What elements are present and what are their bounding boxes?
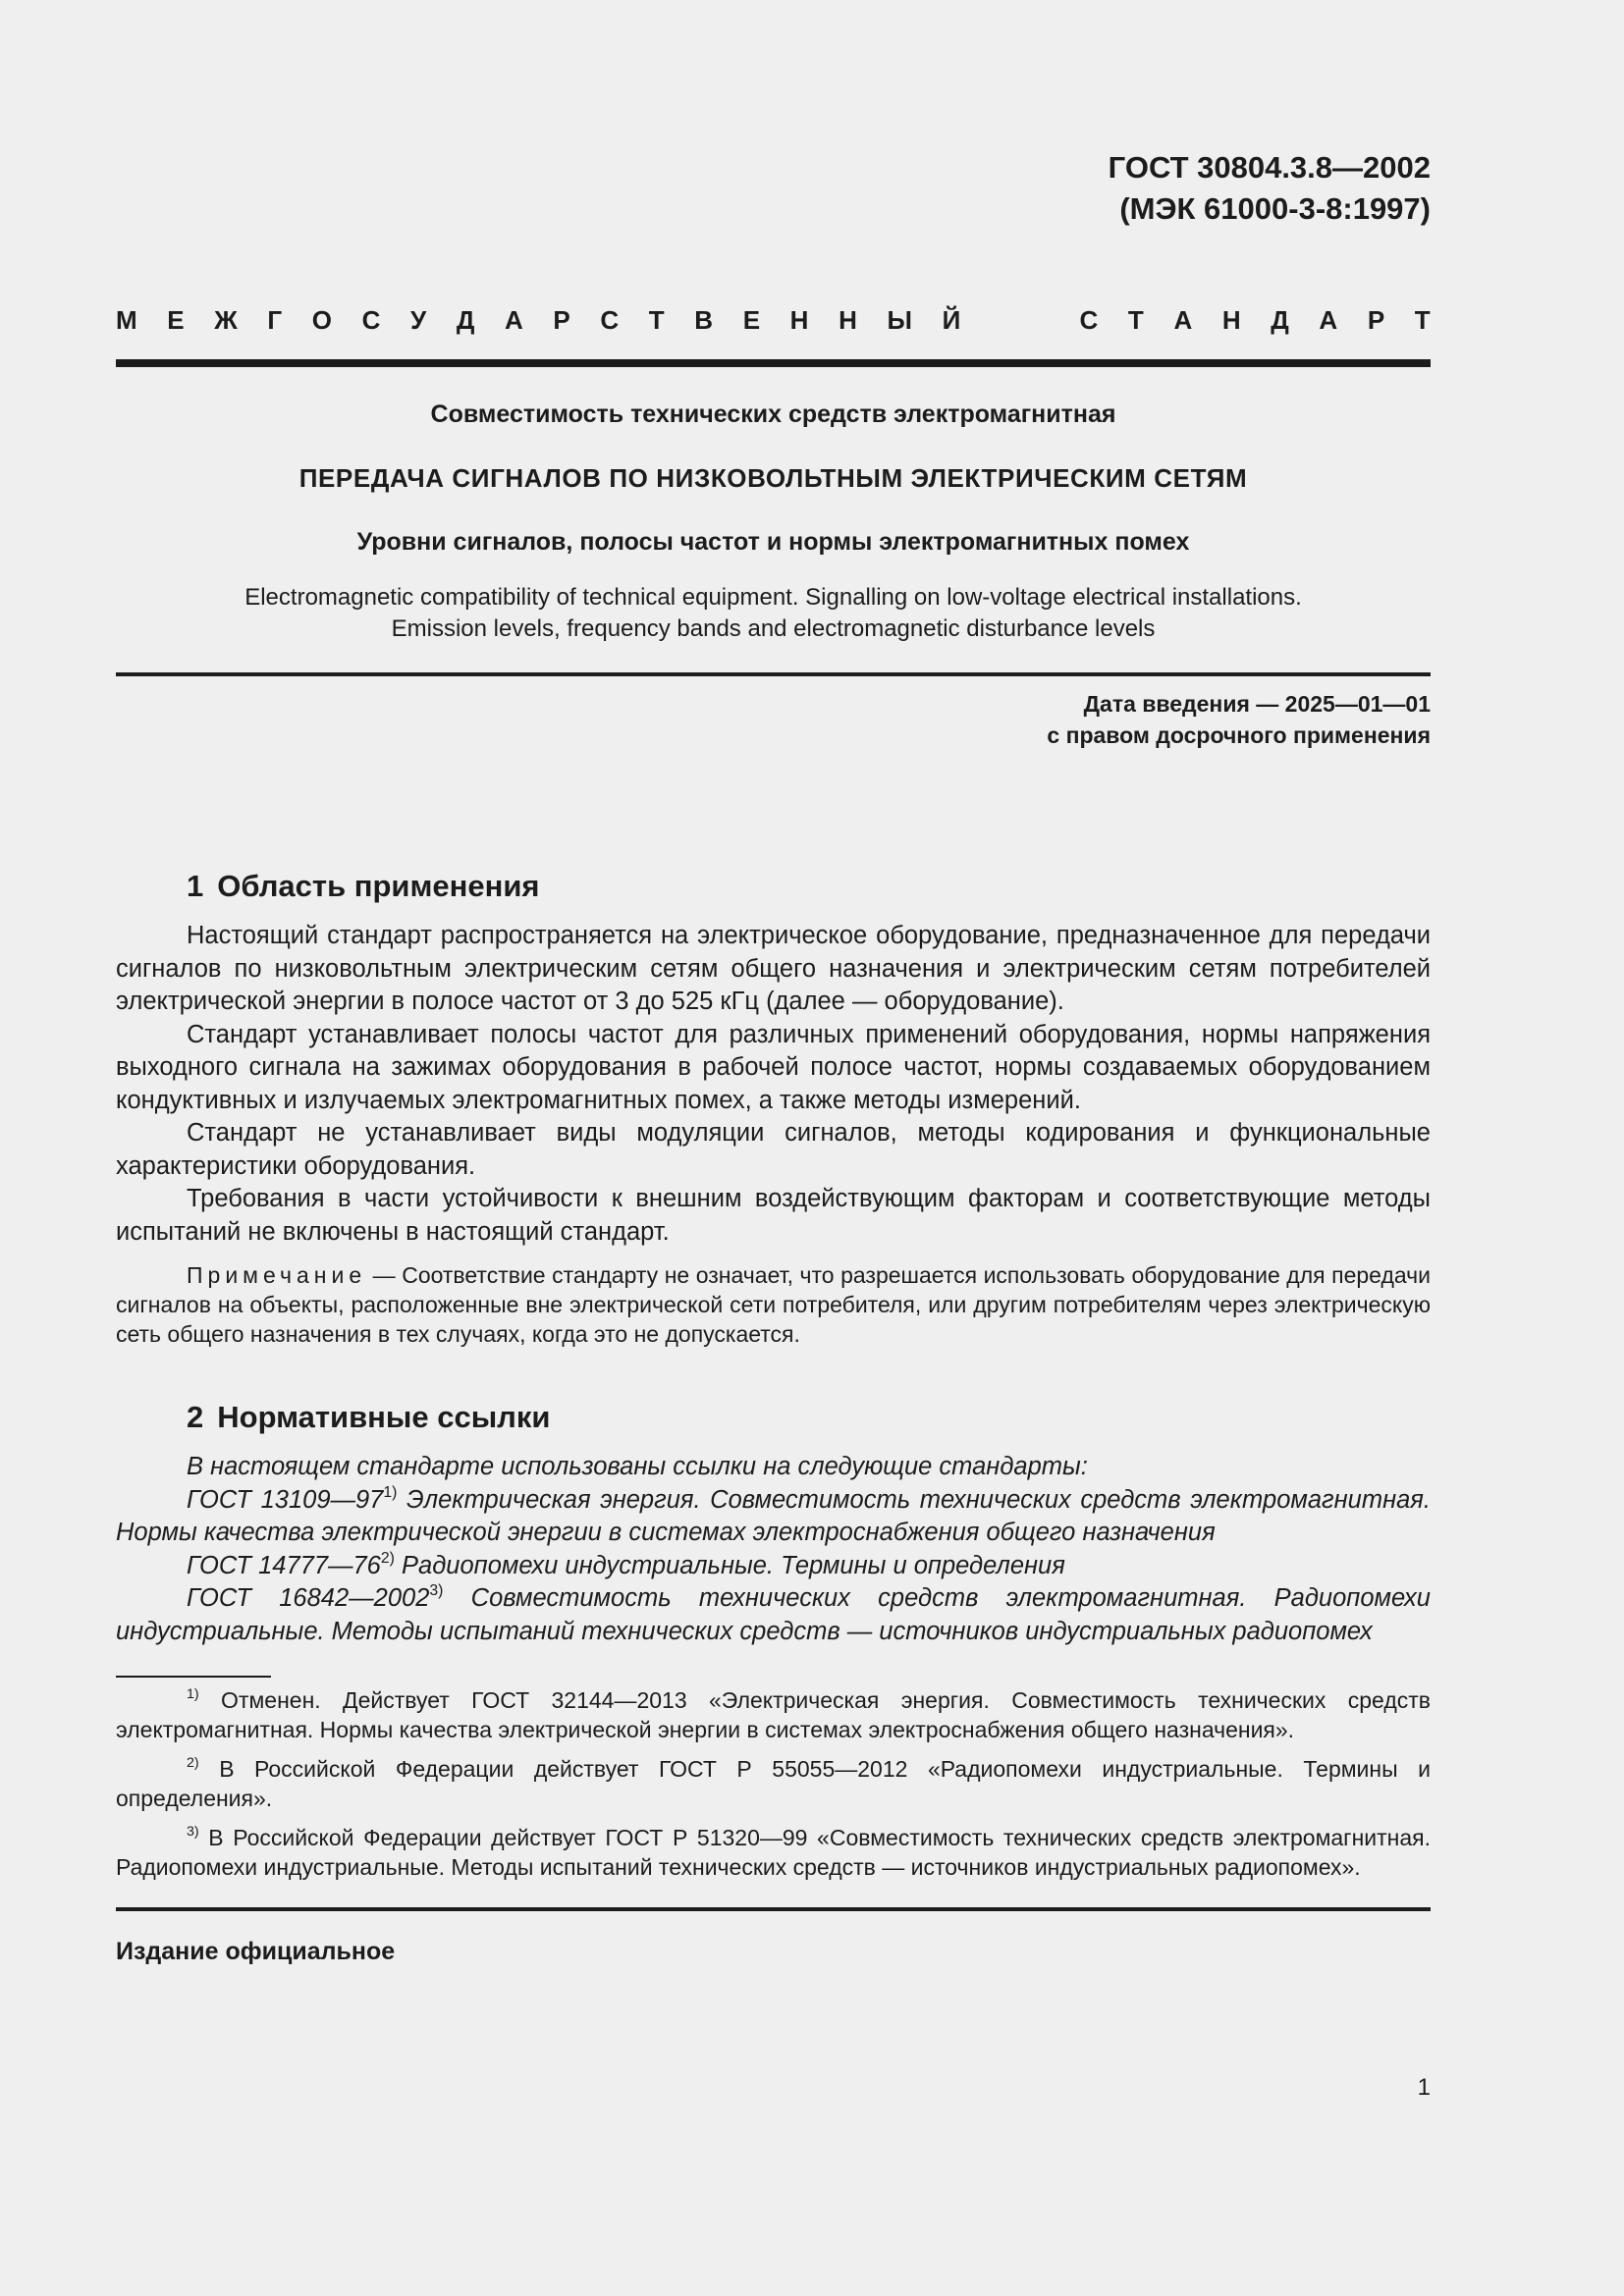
banner-letter: Т — [1414, 305, 1431, 335]
footnote — [116, 1685, 1431, 1744]
footnote-separator — [116, 1676, 271, 1678]
banner-letter: Р — [553, 305, 570, 335]
footnote-marker: 1) — [187, 1686, 199, 1703]
reference-title: Электрическая энергия. Совместимость технических средств электромагнитная. Нормы качества электрической энергии в системах электроснабжения общего назначения — [116, 1485, 1431, 1546]
section-1-heading — [116, 867, 1431, 906]
section-1-title: Область применения — [217, 869, 540, 903]
english-title — [116, 582, 1431, 645]
footnote-text: Отменен. Действует ГОСТ 32144—2013 «Электрическая энергия. Совместимость технических средств электромагнитная. Нормы качества электрической энергии в системах электроснабжения общего назначения». — [116, 1687, 1431, 1742]
footnote-text: В Российской Федерации действует ГОСТ Р 55055—2012 «Радиопомехи индустриальные. Термины и определения». — [116, 1756, 1431, 1811]
section-2-heading — [116, 1398, 1431, 1437]
banner-letter: Т — [1127, 305, 1144, 335]
early-application-text: с правом досрочного применения — [1047, 722, 1431, 748]
banner-letter: С — [600, 305, 620, 335]
reference-title: Радиопомехи индустриальные. Термины и определения — [394, 1551, 1065, 1579]
intro-date-text: Дата введения — 2025—01—01 — [1083, 691, 1431, 717]
footnote — [116, 1754, 1431, 1813]
banner-letter: Д — [456, 305, 475, 335]
paragraph: Настоящий стандарт распространяется на электрическое оборудование, предназначенное для передачи сигналов по низковольтным электрическим сетям общего назначения и электрическим сетям потребителей электрической энергии в полосе частот от 3 до 525 кГц (далее — оборудование). — [116, 922, 1431, 1015]
banner-letter: Г — [267, 305, 283, 335]
standard-number — [116, 147, 1431, 230]
title-rule — [116, 672, 1431, 676]
banner-letter: М — [116, 305, 137, 335]
banner-letter: Н — [1221, 305, 1241, 335]
footnote-text: В Российской Федерации действует ГОСТ Р 51320—99 «Совместимость технических средств электромагнитная. Радиопомехи индустриальные. Методы испытаний технических средств — источников индустриальных радиопомех». — [116, 1825, 1431, 1880]
gost-number: ГОСТ 30804.3.8—2002 — [1108, 150, 1431, 185]
iec-number: (МЭК 61000-3-8:1997) — [1119, 191, 1431, 226]
introduction-date — [116, 688, 1431, 751]
page-number: 1 — [1417, 2074, 1431, 2101]
note-label: Примечание — [187, 1262, 367, 1288]
footnote-marker: 3) — [429, 1581, 444, 1599]
reference-title: Совместимость технических средств электромагнитная. Радиопомехи индустриальные. Методы испытаний технических средств — источников индустриальных радиопомех — [116, 1584, 1431, 1645]
footnote-marker: 2) — [380, 1549, 395, 1567]
section-2-number: 2 — [187, 1400, 204, 1434]
header-rule — [116, 359, 1431, 367]
interstate-standard-banner — [116, 300, 1431, 340]
official-edition-label: Издание официальное — [116, 1938, 396, 1965]
section-1-number: 1 — [187, 869, 204, 903]
banner-letter: С — [1079, 305, 1099, 335]
reference-code: ГОСТ 13109—97 — [187, 1485, 384, 1514]
banner-letter: Ы — [887, 305, 912, 335]
banner-letter: У — [410, 305, 427, 335]
footnotes — [116, 1685, 1431, 1882]
english-title-line-1: Electromagnetic compatibility of technical equipment. Signalling on low-voltage electrical installations. — [244, 584, 1302, 611]
banner-letter: Ж — [214, 305, 238, 335]
banner-letter: Т — [648, 305, 665, 335]
section-1-body — [116, 920, 1431, 1349]
banner-letter: О — [311, 305, 332, 335]
footer-rule — [116, 1907, 1431, 1911]
banner-letter: Й — [942, 305, 961, 335]
note — [116, 1260, 1431, 1349]
banner-word-gap — [991, 300, 1050, 340]
section-2-title: Нормативные ссылки — [217, 1400, 551, 1434]
title-line-2: ПЕРЕДАЧА СИГНАЛОВ ПО НИЗКОВОЛЬТНЫМ ЭЛЕКТРИЧЕСКИМ СЕТЯМ — [298, 463, 1248, 493]
footnote — [116, 1823, 1431, 1882]
banner-letter: А — [1173, 305, 1193, 335]
reference-code: ГОСТ 16842—2002 — [187, 1584, 430, 1612]
reference-item — [116, 1484, 1431, 1550]
paragraph: Стандарт устанавливает полосы частот для различных применений оборудования, нормы напряжения выходного сигнала на зажимах оборудования в рабочей полосе частот, нормы создаваемых оборудованием кондуктивных и излучаемых электромагнитных помех, а также методы измерений. — [116, 1020, 1431, 1114]
english-title-line-2: Emission levels, frequency bands and electromagnetic disturbance levels — [391, 615, 1156, 642]
banner-letter: В — [694, 305, 714, 335]
reference-item — [116, 1550, 1431, 1583]
reference-item — [116, 1582, 1431, 1648]
title-line-1: Совместимость технических средств электромагнитная — [430, 400, 1116, 428]
banner-letter: С — [361, 305, 381, 335]
banner-letter: Н — [789, 305, 809, 335]
footnote-marker: 1) — [383, 1483, 398, 1501]
banner-letter: А — [1319, 305, 1338, 335]
banner-letter: Д — [1271, 305, 1289, 335]
paragraph: Стандарт не устанавливает виды модуляции сигналов, методы кодирования и функциональные характеристики оборудования. — [116, 1119, 1431, 1180]
title-line-3: Уровни сигналов, полосы частот и нормы электромагнитных помех — [356, 528, 1190, 556]
banner-letter: Е — [167, 305, 185, 335]
footnote-marker: 3) — [187, 1824, 199, 1841]
references-intro: В настоящем стандарте использованы ссылки на следующие стандарты: — [187, 1453, 1088, 1480]
note-text: — Соответствие стандарту не означает, что разрешается использовать оборудование для передачи сигналов на объекты, расположенные вне электрической сети потребителя, или другим потребителям через электрическую сеть общего назначения в тех случаях, когда это не допускается. — [116, 1262, 1431, 1347]
reference-code: ГОСТ 14777—76 — [187, 1551, 381, 1579]
paragraph: Требования в части устойчивости к внешним воздействующим факторам и соответствующие методы испытаний не включены в настоящий стандарт. — [116, 1185, 1431, 1246]
banner-letter: Р — [1367, 305, 1385, 335]
section-2-body — [116, 1451, 1431, 1648]
banner-letter: Е — [742, 305, 761, 335]
banner-letter: Н — [839, 305, 857, 335]
banner-letter: А — [505, 305, 523, 335]
footnote-marker: 2) — [187, 1755, 199, 1772]
